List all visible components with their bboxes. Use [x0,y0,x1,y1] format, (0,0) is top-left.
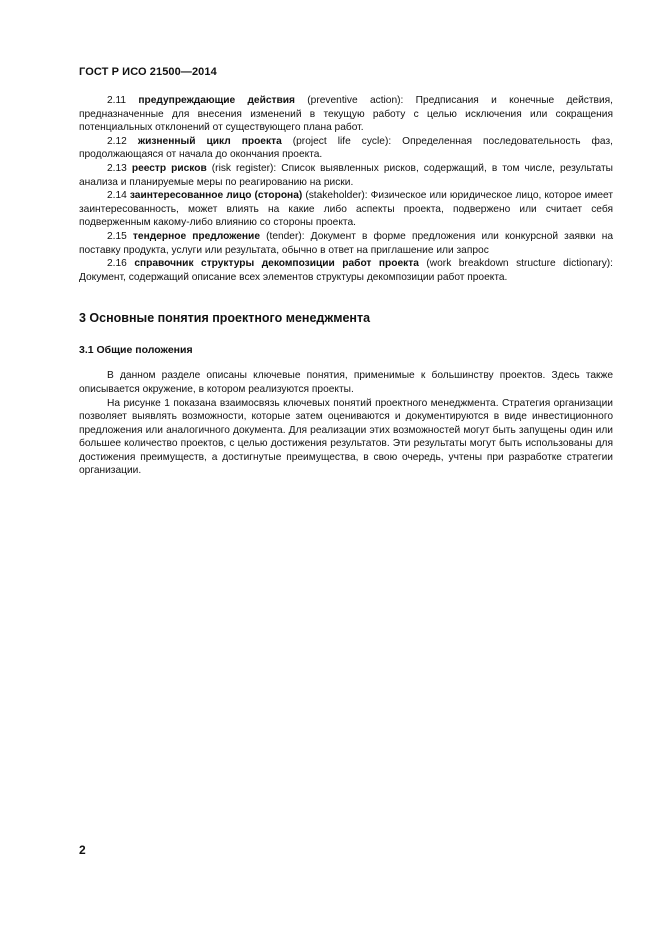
section-title: 3 Основные понятия проектного менеджмента [79,311,371,326]
definition-number: 2.14 [107,190,127,202]
page-number: 2 [79,843,86,857]
definition-term: жизненный цикл проекта [137,135,282,147]
definition-text: (work breakdown structure dictionary): Документ, содержащий описание всех элементов структуры декомпозиции работ проекта. [79,258,614,283]
definition-term: справочник структуры декомпозиции работ проекта [134,258,419,270]
definition-term: тендерное предложение [132,230,260,242]
definition-number: 2.11 [107,95,127,106]
definition-2-14 [79,189,613,230]
definition-number: 2.13 [107,162,127,174]
definition-2-13 [79,162,613,189]
running-header: ГОСТ Р ИСО 21500—2014 [79,66,217,78]
body-paragraph: На рисунке 1 показана взаимосвязь ключевых понятий проектного менеджмента. Стратегия организации позволяет выявлять возможности, которые затем оцениваются и документируются в виде инвестиционного предложения или аналогичного документа. Для реализации этих возможностей могут быть запущены один или большее количество проектов, с целью достижения результатов. Эти результаты могут быть использованы для достижения преимуществ, а достигнутые преимущества, в свою очередь, учтены при разработке стратегии организации. [79,397,613,477]
page-content [79,94,613,478]
spacer [79,284,613,294]
definition-number: 2.16 [107,258,127,270]
definition-term: реестр рисков [131,162,207,174]
definition-text: (tender): Документ в форме предложения или конкурсной заявки на поставку продукта, услуги или результата, обычно в ответ на приглашение или запрос [79,230,613,256]
definition-2-15 [79,230,613,257]
definition-text: (preventive action): Предписания и конечные действия, предназначенные для внесения изменений в текущую работу с целью исключения или сокращения потенциальных отклонений от существующего плана работ. [79,95,613,134]
body-paragraph: В данном разделе описаны ключевые понятия, применимые к большинству проектов. Здесь также описывается окружение, в котором реализуются проекты. [79,370,613,395]
definition-2-11 [79,94,613,135]
definition-term: предупреждающие действия [138,95,295,106]
definition-2-16 [79,257,613,284]
definition-text: (risk register): Список выявленных рисков, содержащий, в том числе, результаты анализа и планируемые меры по реагированию на риски. [79,162,613,188]
definition-text: (project life cycle): Определенная последовательность фаз, продолжающаяся от начала до окончания проекта. [79,135,613,161]
definition-number: 2.12 [107,135,127,147]
subsection-title: 3.1 Общие положения [79,344,193,357]
definition-term: заинтересованное лицо (сторона) [129,190,303,202]
definition-2-12 [79,135,613,162]
definition-number: 2.15 [107,230,127,242]
definition-text: (stakeholder): Физическое или юридическое лицо, которое имеет заинтересованность, может влиять на какие либо аспекты проекта, подвержено или считает себя подверженным какому-либо влиянию со стороны проекта. [79,190,613,229]
